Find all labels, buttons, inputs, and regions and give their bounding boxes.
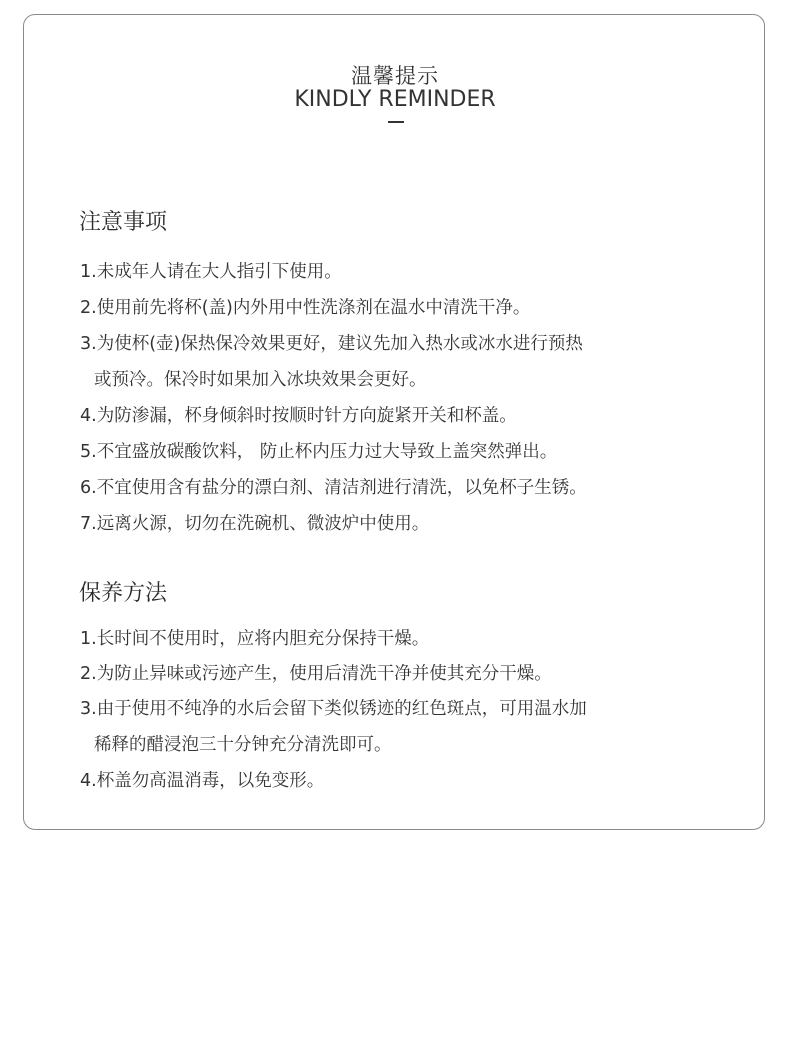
title-underline bbox=[388, 121, 404, 123]
reminder-card bbox=[23, 14, 765, 830]
care-item-4: 4.杯盖勿高温消毒，以免变形。 bbox=[80, 771, 325, 791]
note-item-2: 2.使用前先将杯(盖)内外用中性洗涤剂在温水中清洗干净。 bbox=[80, 298, 531, 318]
note-item-7: 7.远离火源，切勿在洗碗机、微波炉中使用。 bbox=[80, 514, 430, 534]
note-item-4: 4.为防渗漏，杯身倾斜时按顺时针方向旋紧开关和杯盖。 bbox=[80, 406, 517, 426]
note-item-3-continued: 或预冷。保冷时如果加入冰块效果会更好。 bbox=[94, 370, 427, 390]
section-title-notes: 注意事项 bbox=[79, 210, 168, 235]
note-item-6: 6.不宜使用含有盐分的漂白剂、清洁剂进行清洗，以免杯子生锈。 bbox=[80, 478, 587, 498]
note-item-1: 1.未成年人请在大人指引下使用。 bbox=[80, 262, 342, 282]
title-english: KINDLY REMINDER bbox=[294, 87, 496, 112]
section-title-care: 保养方法 bbox=[79, 581, 168, 606]
care-item-3: 3.由于使用不纯净的水后会留下类似锈迹的红色斑点，可用温水加 bbox=[80, 699, 587, 719]
care-item-1: 1.长时间不使用时，应将内胆充分保持干燥。 bbox=[80, 629, 430, 649]
note-item-5: 5.不宜盛放碳酸饮料， 防止杯内压力过大导致上盖突然弹出。 bbox=[80, 442, 558, 462]
care-item-2: 2.为防止异味或污迹产生，使用后清洗干净并使其充分干燥。 bbox=[80, 664, 552, 684]
note-item-3: 3.为使杯(壶)保热保冷效果更好，建议先加入热水或冰水进行预热 bbox=[80, 334, 583, 354]
care-item-3-continued: 稀释的醋浸泡三十分钟充分清洗即可。 bbox=[94, 735, 392, 755]
title-chinese: 温馨提示 bbox=[351, 64, 439, 88]
